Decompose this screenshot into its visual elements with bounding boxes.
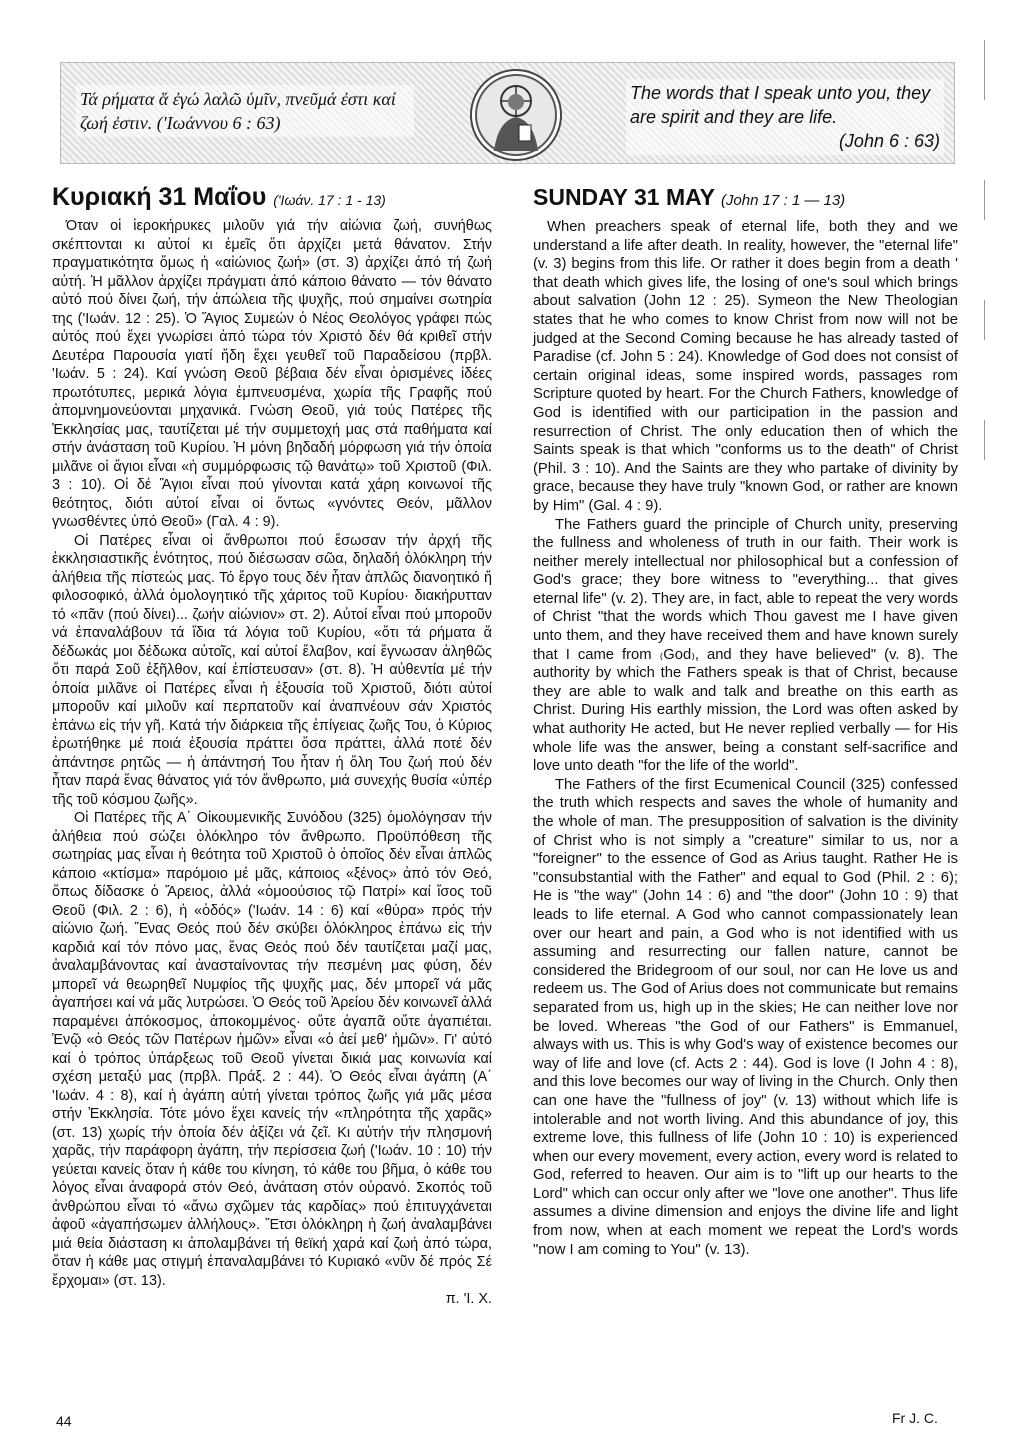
english-heading-ref: (John 17 : 1 — 13) bbox=[720, 192, 846, 209]
christ-pantocrator-icon bbox=[470, 69, 562, 161]
greek-signature: π. 'Ι. Χ. bbox=[445, 1291, 492, 1307]
english-heading-title: SUNDAY 31 MAY bbox=[533, 184, 715, 210]
margin-mark bbox=[984, 180, 993, 220]
greek-paragraph-2: Οἱ Πατέρες εἶναι οἱ ἄνθρωποι πού ἔσωσαν τήν ἀρχή τῆς ἐκκλησιαστικῆς ἑνότητος, πού διέσωσαν σῶα, δηλαδή ὁλόκληρη τήν ἀλήθεια τῆς πίστεώς μας. Τό ἔργο τους δέν ἦταν ἁπλῶς διανοητικό ἤ φιλοσοφικό, ἀλλά ὁμολογητικό τῆς χάριτος τοῦ Κυρίου· διακήρυτταν τό «πᾶν (πού δίνει)... ζωήν αἰώνιον» στ. 2). Αὐτοί εἶναι πού μποροῦν νά ἐπαναλάβουν τά ἴδια τά λόγια τοῦ Κυρίου, «ὅτι τά ρήματα ἅ δέδωκάς μοι δέδωκα αὐτοῖς, καί αὐτοί ἔλαβον, καί ἔγνωσαν ἀληθῶς ὅτι παρά Σοῦ ἐξῆλθον, καί ἐπίστευσαν» (στ. 8). Ἡ αὐθεντία μέ τήν ὁποία μιλᾶνε οἱ Πατέρες εἶναι ἡ ἐξουσία τοῦ Χριστοῦ, διότι αὐτοί μποροῦν καί μιλοῦν καί περπατοῦν καί ἀναπνέουν σάν Χριστός ἐπάνω εἰς τήν γῆ. Κατά τήν διάρκεια τῆς ἐπίγειας ζωῆς Του, ὁ Κύριος ἐρωτήθηκε μέ ποιά ἐξουσία πράττει ὅσα πράττει, ἀλλά ποτέ δέν ἀπάντησε ρητῶς — ἡ ἀπάντησή Του ἦταν ἡ ὅλη Του ζωή πού δέν ἦταν παρά ἕνας θάνατος γιά τόν ἄνθρωπο, μιά συνεχής θυσία «ὑπέρ τῆς τοῦ κόσμου ζωῆς». bbox=[52, 532, 492, 808]
greek-heading bbox=[52, 182, 492, 215]
greek-paragraph-1: Όταν οἱ ἱεροκήρυκες μιλοῦν γιά τήν αἰώνια ζωή, συνήθως σκέπτονται κι αὐτοί κι ἐμεῖς ὅτι ἀρχίζει μετά θάνατον. Στήν πραγματικότητα ὅμως ἡ «αἰώνιος ζωή» (στ. 3) ἀρχίζει ἀπό τή ζωή αὐτή. Ἡ μᾶλλον ἀρχίζει πράγματι ἀπό κάποιο θάνατο — τόν θάνατο αὐτό πού δίνει ζωή, τήν ἀπώλεια τῆς ψυχῆς, πού σημαίνει σωτηρία της ('Ιωάν. 12 : 25). Ὁ Ἅγιος Συμεών ὁ Νέος Θεολόγος γράφει πώς αὐτός πού ἔχει γνωρίσει ἀπό τώρα τόν Χριστό δέν θά κριθεῖ στήν Δευτέρα Παρουσία γιατί ἤδη ἔχει γευθεῖ τοῦ Παραδείσου (πρβλ. 'Ιωάν. 5 : 24). Καί γνώση Θεοῦ βέβαια δέν εἶναι ὁρισμένες ἰδέες πρωτότυπες, μερικά λόγια ἐμπνευσμένα, χωρία τῆς Γραφῆς πού ἀπομνημονεύονται μηχανικά. Γνώση Θεοῦ, γιά τούς Πατέρες τῆς Ἐκκλησίας μας, ταυτίζεται μέ τήν συμμετοχή μας στά παθήματα καί στήν ἀνάσταση τοῦ Κυρίου. Ἡ μόνη βηδαδή μόρφωση γιά τήν ὁποία μιλᾶνε οἱ ἅγιοι εἶναι «ἡ συμμόρφωσις τῷ θανάτῳ» τοῦ Χριστοῦ (Φιλ. 3 : 10). Οἱ δέ Ἅγιοι εἶναι πού γίνονται κατά χάρη κοινωνοί τῆς θεότητος, διότι αὐτοί εἶναι οἱ ὄντως «γνόντες Θεόν, μᾶλλον γνωσθέντες ὑπό Θεοῦ» (Γαλ. 4 : 9). bbox=[52, 218, 492, 530]
greek-paragraph-3: Οἱ Πατέρες τῆς Α΄ Οἰκουμενικῆς Συνόδου (325) ὁμολόγησαν τήν ἀλήθεια πού σώζει ὁλόκληρο τόν ἄνθρωπο. Προϋπόθεση τῆς σωτηρίας μας εἶναι ἡ θεότητα τοῦ Χριστοῦ ὁ ὁποῖος δέν εἶναι ἁπλῶς κάποιο «κτίσμα» παρόμοιο μέ μᾶς, κάποιος «ξένος» ἀπό τόν Θεό, ὅπως δίδασκε ὁ Ἄρειος, ἀλλά «ὁμοούσιος τῷ Πατρί» καί ἴσος τοῦ Θεοῦ (Φιλ. 2 : 6), ἡ «ὁδός» ('Ιωάν. 14 : 6) καί «θύρα» πρός τήν αἰώνιο ζωή. Ἕνας Θεός πού δέν σκύβει ὁλόκληρος ἐπάνω εἰς τήν καρδιά καί τόν πόνο μας, ἕνας Θεός πού δέν ταυτίζεται μαζί μας, ἀναλαμβάνοντας καί ἀνασταίνοντας τήν πεσμένη μας φύση, δέν μπορεῖ νά θεωρηθεῖ Νυμφίος τῆς ψυχῆς μας, δέν μπορεῖ νά μᾶς ἀγαπήσει καί νά μᾶς λυτρώσει. Ὁ Θεός τοῦ Ἀρείου δέν κοινωνεῖ ἀλλά παραμένει ἀπόκοσμος, ἀποκομμένος· οὔτε ἀγαπᾶ οὔτε ἀγαπιέται. Ἐνῷ «ὁ Θεός τῶν Πατέρων ἡμῶν» εἶναι «ὁ ἀεί μεθ' ἡμῶν». Γι' αὐτό καί ὁ τρόπος ὑπάρξεως τοῦ Θεοῦ γίνεται δικιά μας κοινωνία καί σχέση μεταξύ μας (πρβλ. Πράξ. 2 : 44). Ὁ Θεός εἶναι ἀγάπη (Α΄ 'Ιωάν. 4 : 8), καί ἡ ἀγάπη αὐτή γίνεται τρόπος ζωῆς γιά μᾶς μέσα στήν Ἐκκλησία. Τότε μόνο ἔχει κανείς τήν «πληρότητα τῆς χαρᾶς» (στ. 13) χωρίς τήν ὁποία δέν ἀξίζει νά ζεῖ. Κι αὐτήν τήν πλησμονή χαρᾶς, τήν παράφορη ἀγάπη, τήν περίσσεια ζωή ('Ιωάν. 10 : 10) τήν γεύεται κανείς ὅταν ἡ κάθε του κίνηση, τό κάθε του βῆμα, ὁ κάθε του λόγος εἶναι ἀναφορά στόν Θεό, ἀνάταση στόν οὐρανό. Σκοπός τοῦ ἀνθρώπου εἶναι τό «ἄνω σχῶμεν τάς καρδίας» πού ἐπιτυγχάνεται ἀφοῦ «ἀγαπήσωμεν ἀλλήλους». Ἔτσι ὁλόκληρη ἡ ζωή ἀναλαμβάνει μιά θεία διάσταση κι ἀπολαμβάνει τή θεϊκή χαρά καί ζωή ἀπό τώρα, ὅταν ἡ κάθε μας στιγμή ἐπαναλαμβάνει τό Κυριακό «νῦν δέ πρός Σέ ἔρχομαι» (στ. 13). bbox=[52, 810, 492, 1289]
margin-mark bbox=[984, 420, 993, 460]
margin-mark bbox=[984, 40, 993, 100]
banner bbox=[60, 62, 955, 164]
greek-heading-title: Κυριακή 31 Μαΐου bbox=[52, 183, 267, 211]
margin-mark bbox=[984, 300, 993, 340]
english-column bbox=[533, 182, 958, 1259]
english-quote-text: The words that I speak unto you, they are spirit and they are life. bbox=[630, 83, 931, 127]
english-signature: Fr J. C. bbox=[892, 1410, 938, 1426]
english-paragraph-3: The Fathers of the first Ecumenical Council (325) confessed the truth which respects and saves the whole of humanity and the whole of man. The presupposition of salvation is the divinity of Christ who is not simply a "creature" similar to us, nor a "foreigner" to the essence of God as Arius taught. Rather He is "consubstantial with the Father" and equal to God (Phil. 2 : 6); He is "the way" (John 14 : 6) and "the door" (John 10 : 9) that leads to life eternal. A God who cannot compassionately lean over our heart and pain, a God who is not identified with us assuming and resurrecting our fallen nature, cannot be considered the Bridegroom of our soul, nor can He love us and redeem us. The God of Arius does not communicate but remains separated from us, high up in the skies; He can neither love nor be loved. Whereas "the God of our Fathers" is Emmanuel, always with us. This is why God's way of existence becomes our way of life and love (cf. Acts 2 : 44). God is love (I John 4 : 8), and this love becomes our way of living in the Church. Only then can one have the "fullness of joy" (v. 13) without which life is intolerable and not worth living. And this abundance of joy, this extreme love, this fullness of life (John 10 : 10) is experienced when our every movement, every action, every word is related to God, referred to heaven. Our aim is to "lift up our hearts to the Lord" which can occur only after we "love one another". Thus life assumes a divine dimension and enjoys the divine life and light from now, when at each moment we repeat the Lord's words "now I am coming to You" (v. 13). bbox=[533, 776, 958, 1258]
english-paragraph-1: When preachers speak of eternal life, both they and we understand a life after death. In reality, however, the "eternal life" (v. 3) begins from this life. Or rather it does begin from a death ' that death which gives life, the losing of one's soul which brings about salvation (John 12 : 25). Symeon the New Theologian states that he who comes to know Christ from now will not be judged at the Second Coming because he has already tasted of Paradise (cf. John 5 : 24). Knowledge of God does not consist of certain original ideas, some inspired words, passages rom Scripture quoted by heart. For the Church Fathers, knowledge of God is identified with our participation in the passion and resurrection of Christ. The only education then of which the Saints speak is that which "conforms us to the death" of Christ (Phil. 3 : 10). And the Saints are they who partake of divinity by grace, because they have truly "known God, or rather are known by Him" (Gal. 4 : 9). bbox=[533, 219, 958, 514]
page-number: 44 bbox=[56, 1413, 72, 1429]
greek-heading-ref: ('Ιωάν. 17 : 1 - 13) bbox=[273, 192, 386, 208]
english-heading bbox=[533, 182, 958, 216]
banner-english-quote bbox=[626, 79, 944, 155]
banner-greek-quote: Τά ρήματα ἅ ἐγώ λαλῶ ὑμῖν, πνεῦμά ἐστι καί ζωή ἐστιν. ('Ιωάννου 6 : 63) bbox=[76, 85, 414, 137]
greek-column bbox=[52, 182, 492, 1309]
english-quote-ref: (John 6 : 63) bbox=[838, 131, 940, 151]
english-paragraph-2: The Fathers guard the principle of Church unity, preserving the fullness and wholeness of truth in our faith. Their work is neither merely intellectual nor philosophical but a confession of God's grace; they bore witness to "everything... that gives eternal life" (v. 2). They are, in fact, able to repeat the very words of Christ "that the words which Thou gavest me I have given unto them, and they have received them and have known surely that I came from ₍God₎, and they have believed" (v. 8). The authority by which the Fathers speak is that of Christ, because they are able to walk and talk and breathe on this earth as Christ. During His earthly mission, the Lord was often asked by what authority He acted, but He never replied verbally — for His whole life was the answer, being a constant self-sacrifice and love unto death "for the life of the world". bbox=[533, 516, 958, 775]
